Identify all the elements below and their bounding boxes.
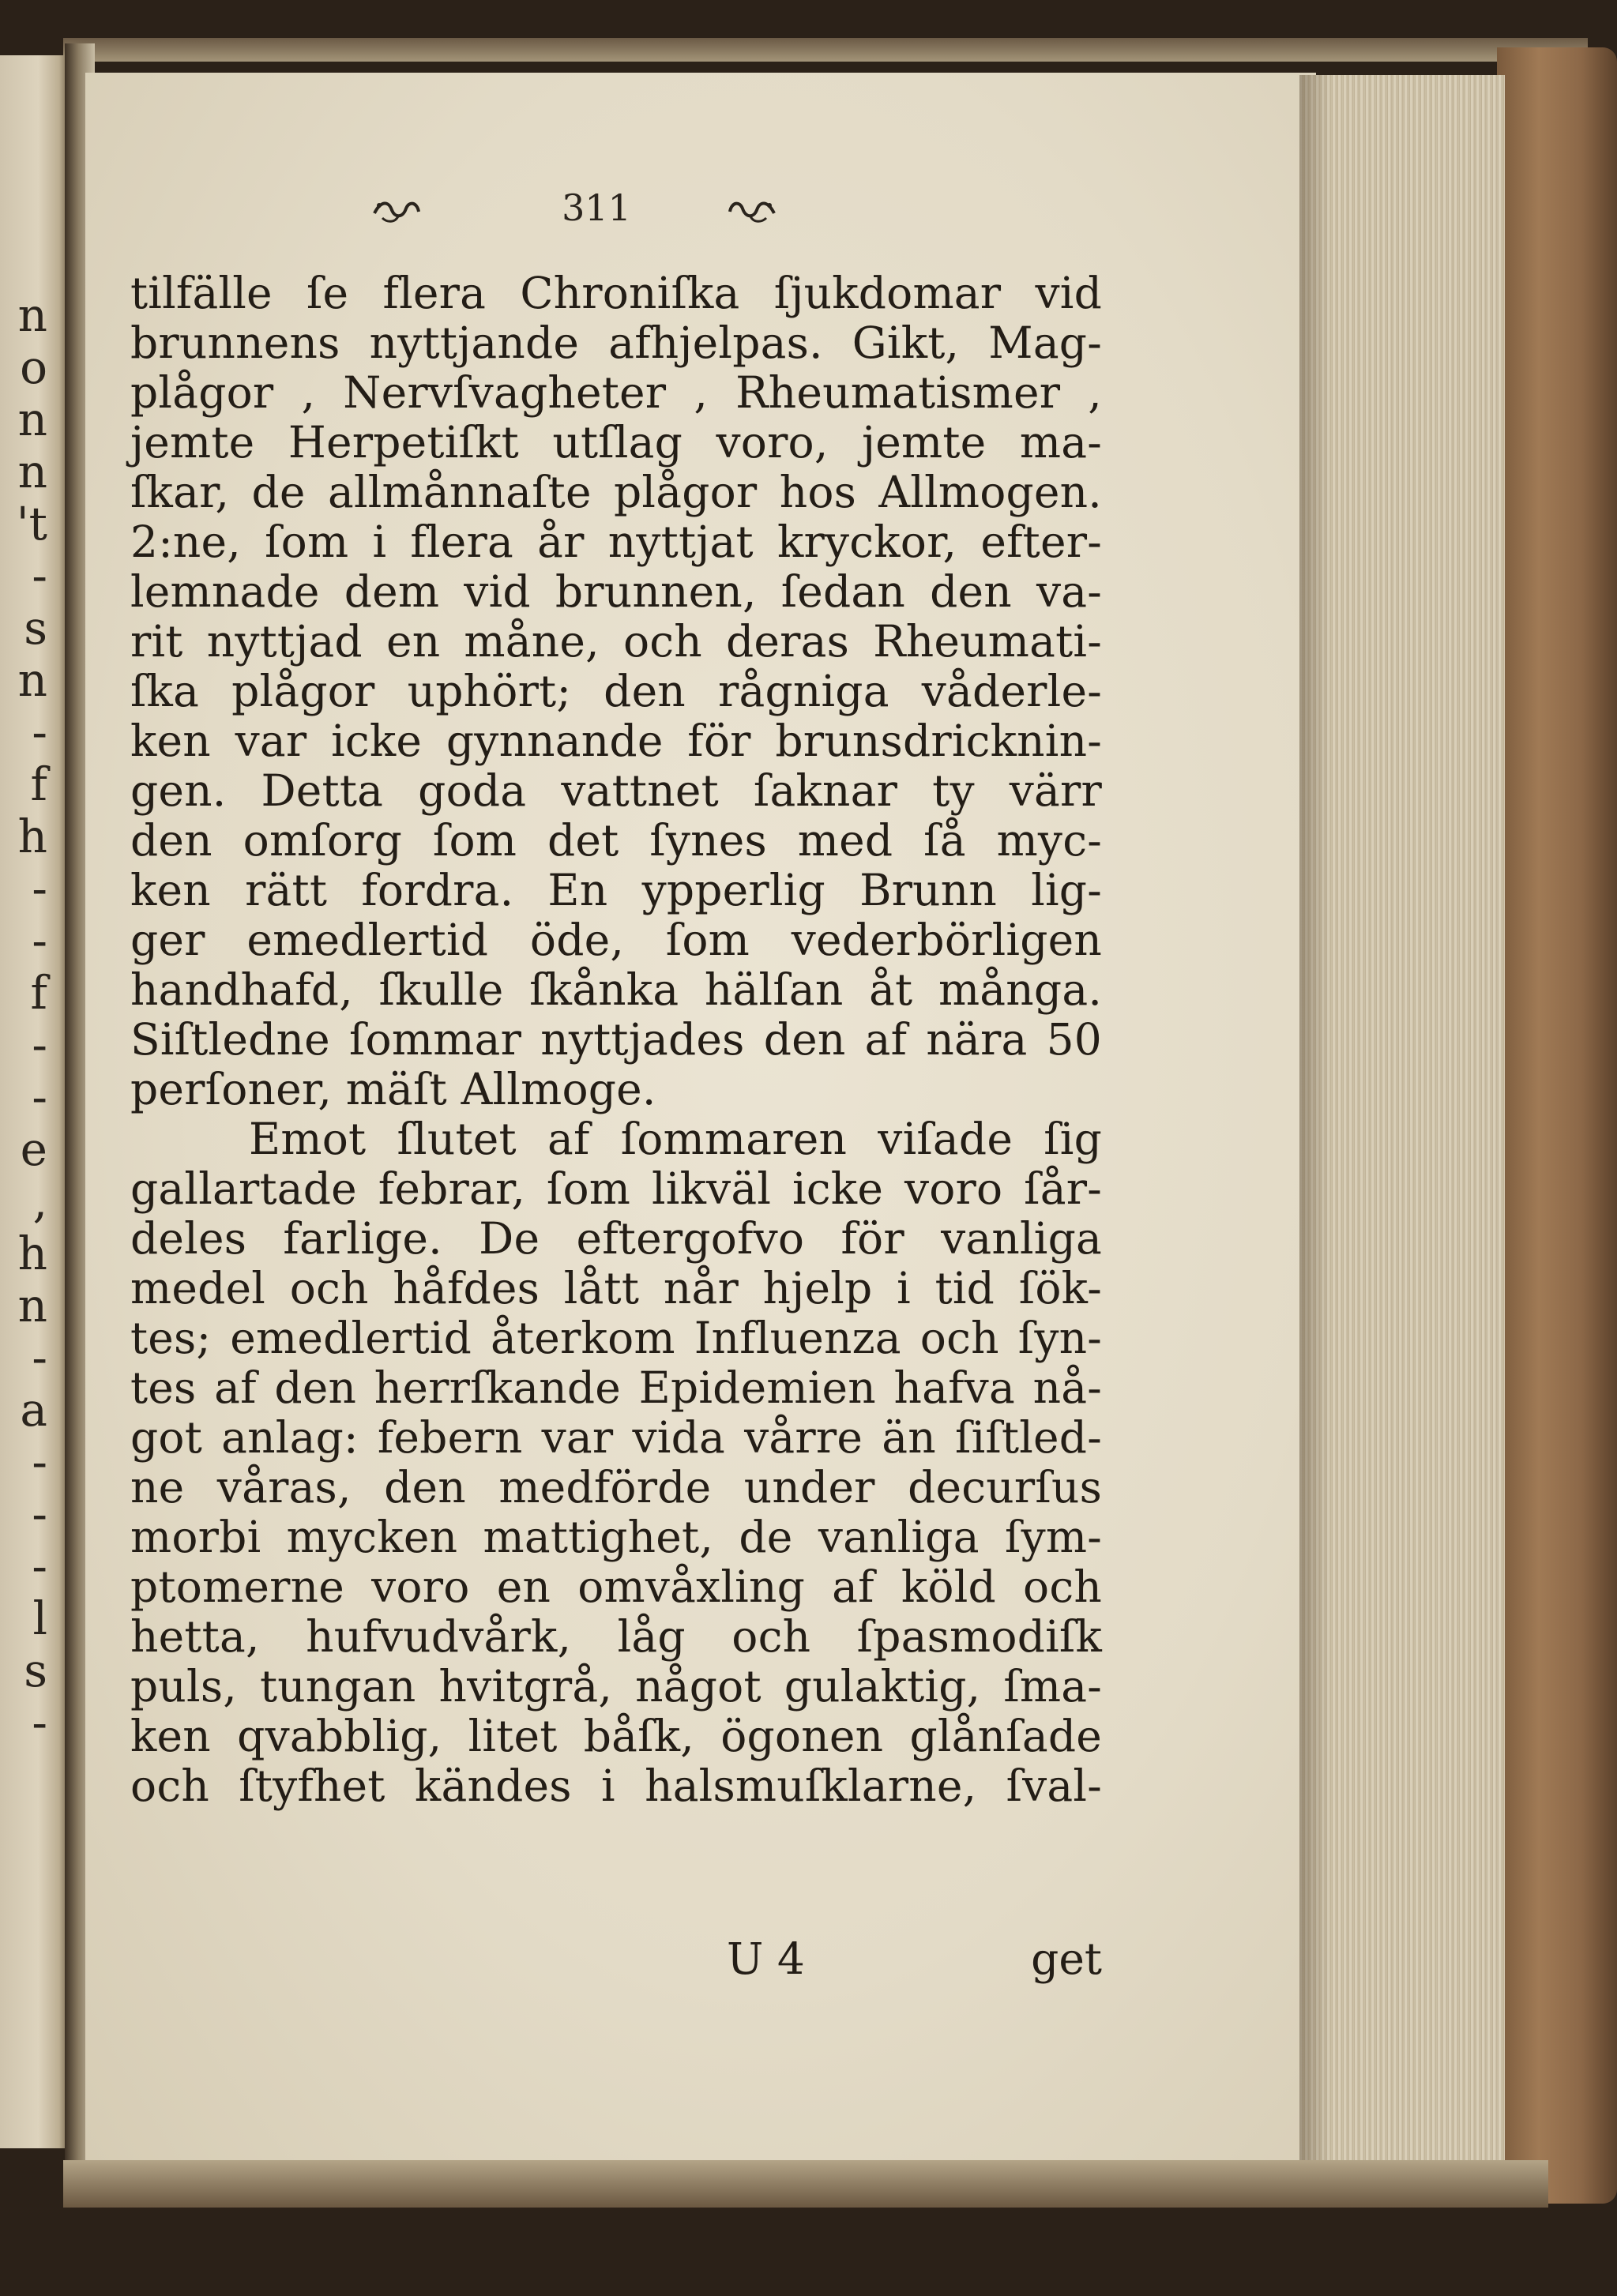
text-line: tes af den herrſkande Epidemien hafva nå- <box>130 1362 1102 1413</box>
margin-fragment: h <box>17 1227 47 1280</box>
text-line: plågor , Nervſvagheter , Rheumatismer , <box>130 367 1102 418</box>
ornament-left-icon <box>371 194 422 226</box>
text-line: got anlag: febern var vida vårre än ſiſtled- <box>130 1412 1102 1463</box>
text-line: ſka plågor uphört; den rågniga våderle- <box>130 666 1102 716</box>
margin-fragment: f <box>30 757 47 811</box>
margin-fragment: 't <box>16 497 47 551</box>
text-line: Siſtledne ſommar nyttjades den af nära 50 <box>130 1014 1102 1065</box>
margin-fragment: e <box>20 1122 47 1176</box>
text-line: ſkar, de allmånnaſte plågor hos Allmogen. <box>130 467 1102 517</box>
text-line: puls, tungan hvitgrå, något gulaktig, ſma- <box>130 1661 1102 1712</box>
page-header <box>371 180 845 235</box>
ornament-right-icon <box>727 194 777 226</box>
body-text <box>130 269 1102 1811</box>
margin-fragment: n <box>17 1279 47 1332</box>
text-line: ger emedlertid öde, ſom vederbörligen <box>130 915 1102 965</box>
book-cover <box>1497 47 1617 2204</box>
margin-fragment: - <box>32 1696 47 1749</box>
book-bottom-edge <box>63 2160 1548 2208</box>
previous-page-margin <box>0 55 70 2148</box>
text-line: 2:ne, ſom i flera år nyttjat kryckor, efter- <box>130 517 1102 567</box>
margin-fragment: o <box>20 340 47 394</box>
margin-fragment: f <box>30 966 47 1020</box>
margin-fragment: n <box>17 288 47 342</box>
text-line: deles farlige. De eftergofvo för vanliga <box>130 1213 1102 1264</box>
paragraph-end-line: perſoner, mäſt Allmoge. <box>130 1064 656 1114</box>
text-line: brunnens nyttjande afhjelpas. Gikt, Mag- <box>130 318 1102 368</box>
text-line: tilfälle ſe flera Chroniſka ſjukdomar vid <box>130 268 1102 318</box>
text-line: medel och håfdes lått når hjelp i tid ſök- <box>130 1263 1102 1313</box>
page-stack-shadow <box>1299 75 1331 2160</box>
margin-fragment: h <box>17 810 47 863</box>
text-line: den omſorg ſom det ſynes med ſå myc- <box>130 815 1102 866</box>
margin-fragment: - <box>32 1539 47 1593</box>
text-line: ken var icke gynnande för brunsdricknin- <box>130 716 1102 766</box>
catchword: get <box>1031 1933 1102 1984</box>
margin-fragment: - <box>32 1331 47 1385</box>
margin-fragment: , <box>32 1174 47 1228</box>
text-line: ken rätt fordra. En ypperlig Brunn lig- <box>130 865 1102 915</box>
text-line: morbi mycken mattighet, de vanliga ſym- <box>130 1512 1102 1562</box>
page-footer <box>130 1931 1102 1986</box>
text-line: lemnade dem vid brunnen, ſedan den va- <box>130 566 1102 617</box>
margin-fragment: s <box>24 601 47 655</box>
margin-fragment: - <box>32 1018 47 1072</box>
text-line: ken qvabblig, litet båſk, ögonen glånſade <box>130 1711 1102 1761</box>
margin-fragment: n <box>17 445 47 498</box>
text-line: hetta, hufvudvårk, låg och ſpasmodiſk <box>130 1611 1102 1662</box>
margin-fragment: n <box>17 393 47 446</box>
margin-fragment: - <box>32 705 47 759</box>
margin-fragment: - <box>32 1487 47 1541</box>
margin-fragment: - <box>32 1435 47 1489</box>
text-line: gallartade febrar, ſom likväl icke voro ſår- <box>130 1163 1102 1214</box>
text-line: och ſtyfhet kändes i halsmuſklarne, ſval- <box>130 1761 1102 1811</box>
text-line: handhafd, ſkulle ſkånka hälſan åt många. <box>130 964 1102 1015</box>
text-line: gen. Detta goda vattnet ſaknar ty värr <box>130 765 1102 816</box>
margin-fragment: - <box>32 549 47 603</box>
margin-fragment: l <box>32 1591 47 1645</box>
text-line: ne våras, den medförde under decurſus <box>130 1462 1102 1513</box>
margin-fragment: n <box>17 653 47 707</box>
paragraph-start-line: Emot ſlutet af ſommaren viſade ſig <box>249 1114 1102 1164</box>
margin-fragment: s <box>24 1644 47 1697</box>
text-line: jemte Herpetiſkt utſlag voro, jemte ma- <box>130 417 1102 468</box>
text-line: tes; emedlertid återkom Influenza och ſyn- <box>130 1313 1102 1363</box>
page-number: 311 <box>562 186 631 229</box>
margin-fragment: - <box>32 1070 47 1124</box>
margin-fragment: a <box>20 1383 47 1437</box>
margin-fragment: - <box>32 862 47 915</box>
text-line: rit nyttjad en måne, och deras Rheumati- <box>130 616 1102 667</box>
margin-fragment: - <box>32 914 47 968</box>
signature-mark: U 4 <box>727 1933 805 1984</box>
book-top-edge <box>63 38 1588 62</box>
text-line: ptomerne voro en omvåxling af köld och <box>130 1561 1102 1612</box>
